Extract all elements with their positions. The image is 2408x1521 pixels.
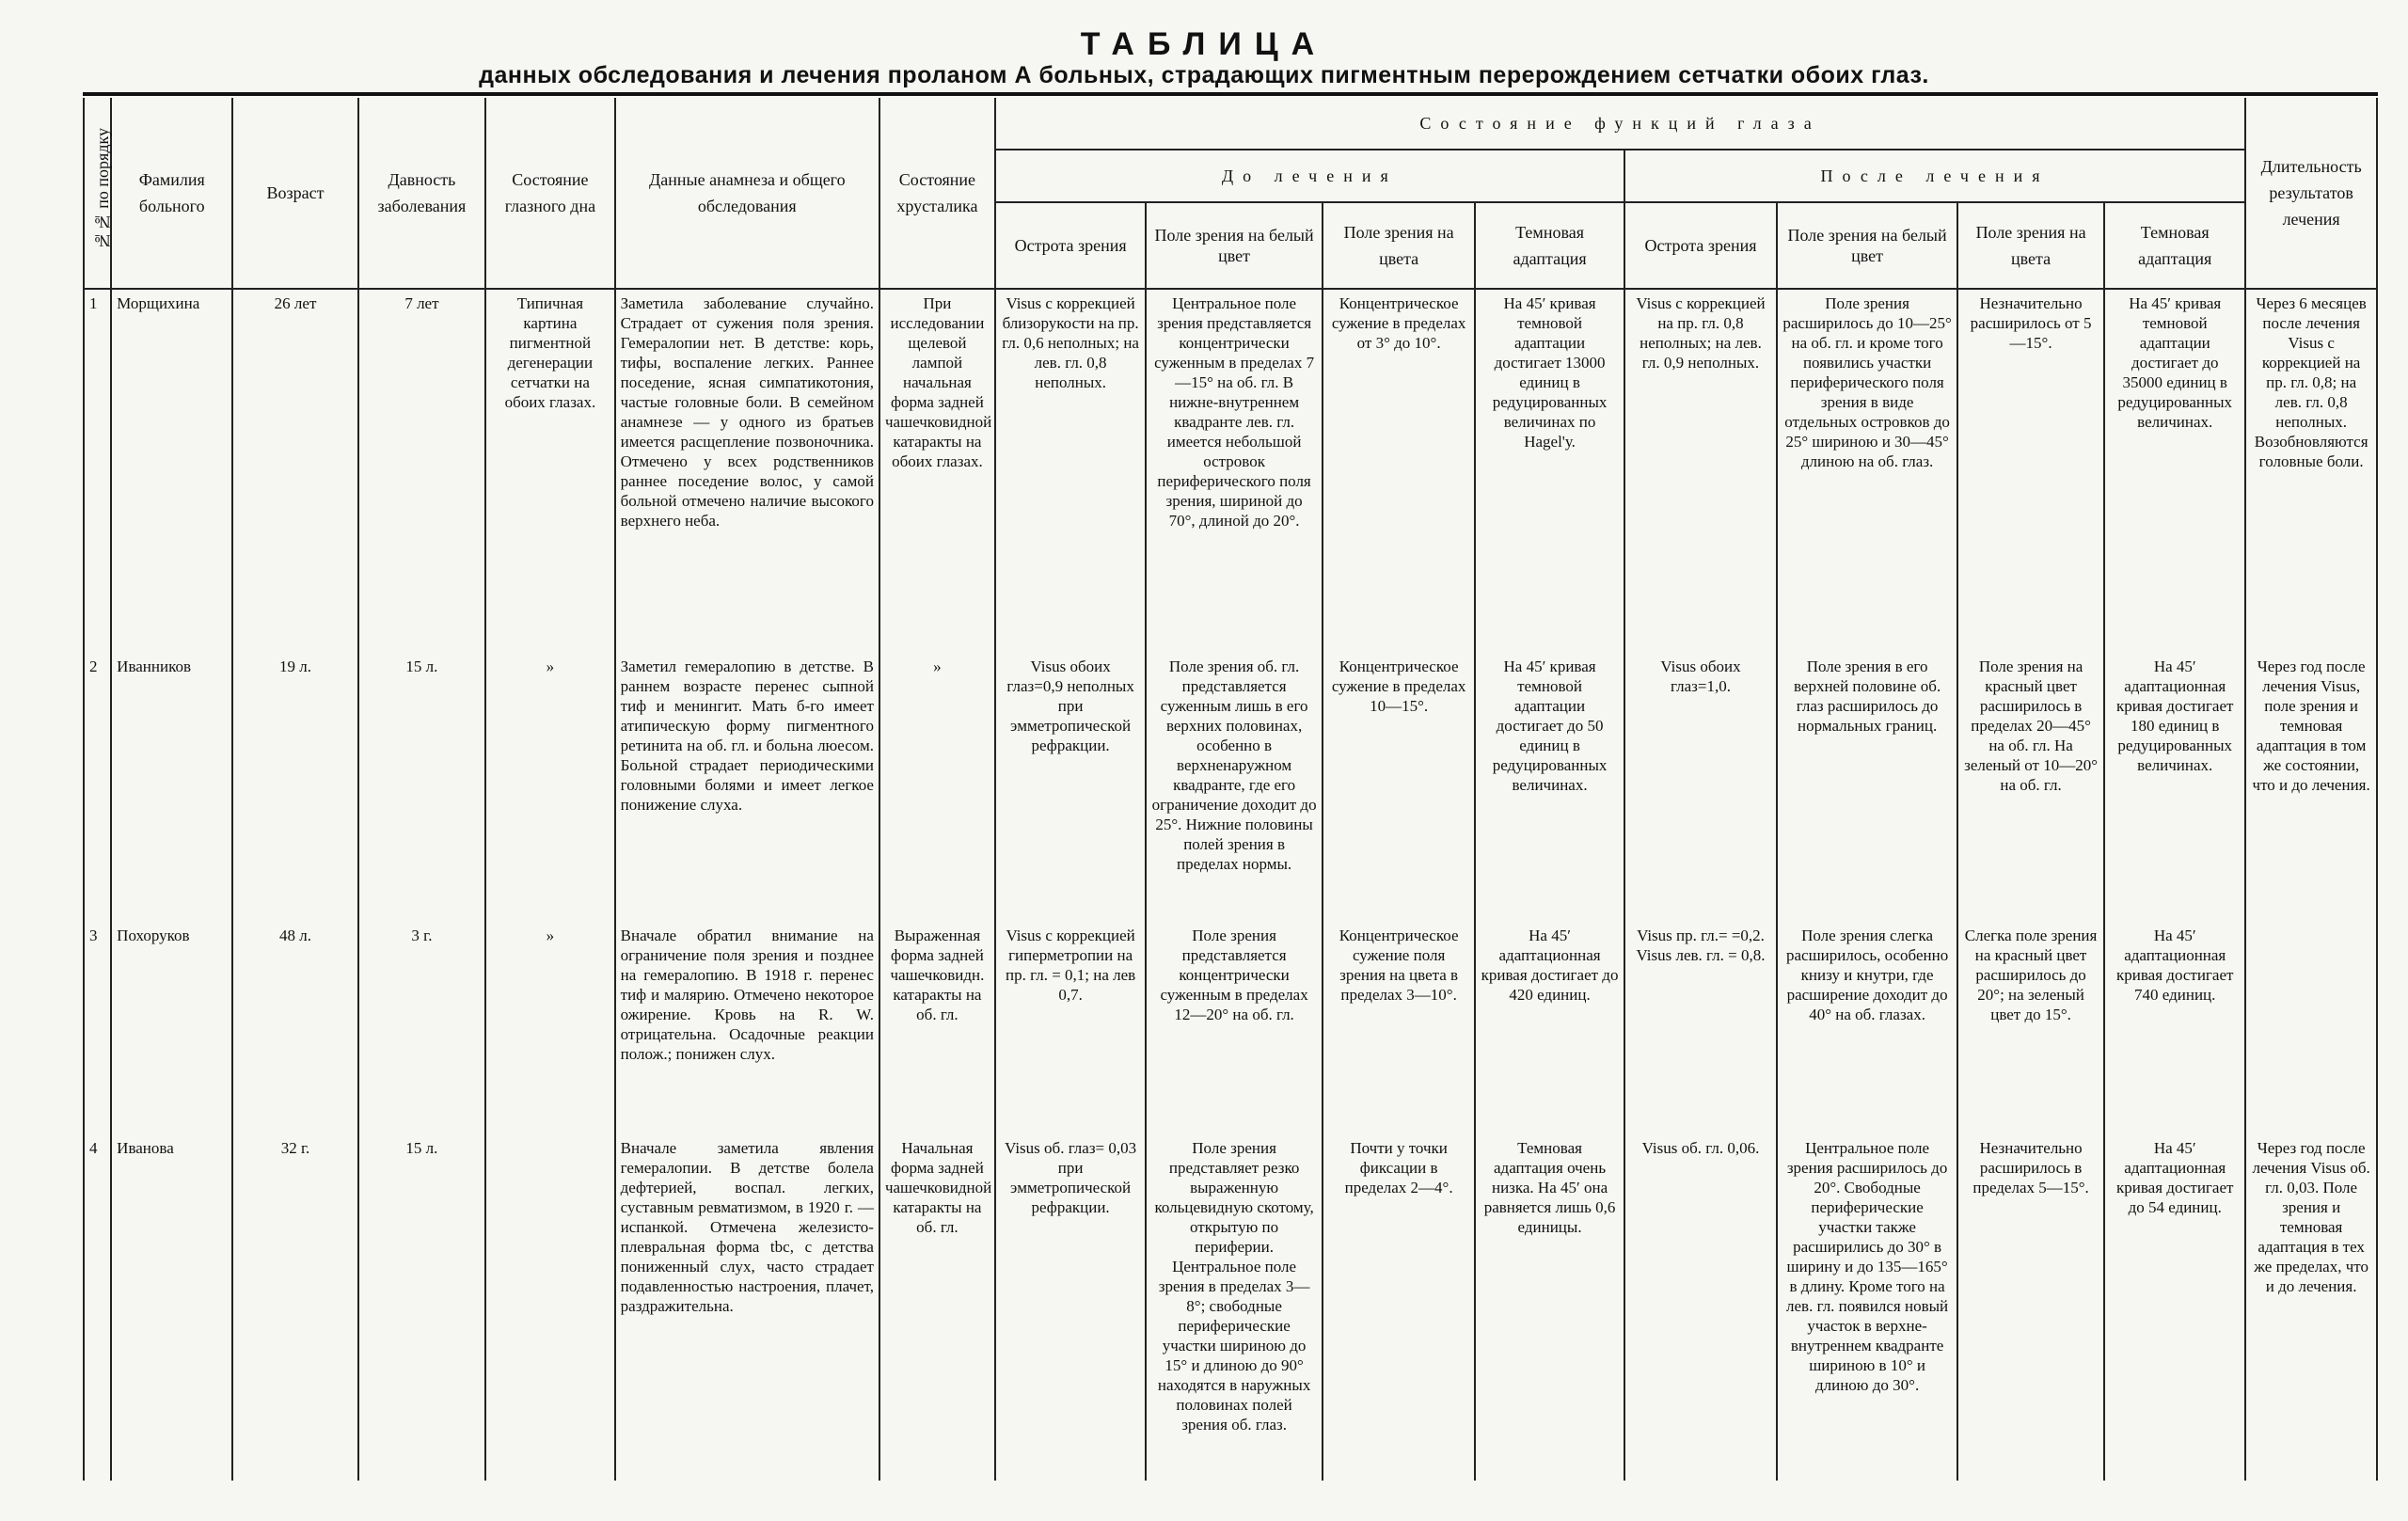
disease-duration: 15 л. <box>358 1134 485 1481</box>
field-white-before: Поле зрения представляет резко выраженную кольцевидную скотому, открытую по периферии. Центральное поле зрения в пределах 3—8°; свободные периферические участки шириною до 15° и длиною до 90° находятся в наружных половинах полей зрения об. глаз. <box>1146 1134 1323 1481</box>
anamnesis: Вначале обратил внимание на ограничение поля зрения и позднее на гемералопию. В 1918 г. перенес тиф и малярию. Отмечено некоторое ожирение. Кровь на R. W. отрицательна. Осадочные реакции полож.; понижен слух. <box>615 922 879 1134</box>
field-color-before: Концентрическое сужение в пределах от 3° до 10°. <box>1323 289 1476 653</box>
dark-adapt-after: На 45′ адаптационная кривая достигает 740 единиц. <box>2104 922 2245 1134</box>
table-row <box>84 1134 2377 1481</box>
lens-state: » <box>879 653 995 922</box>
result-duration: Через 6 месяцев после лечения Visus с коррекцией на пр. гл. 0,8; на лев. гл. 0,8 неполных. Возобновляются головные боли. <box>2245 289 2377 653</box>
disease-duration: 3 г. <box>358 922 485 1134</box>
result-duration: Через год после лечения Visus, поле зрения и темновая адаптация в том же состоянии, что и до лечения. <box>2245 653 2377 922</box>
acuity-before: Visus об. глаз= 0,03 при эмметропической рефракции. <box>995 1134 1146 1481</box>
field-white-after: Поле зрения слегка расширилось, особенно книзу и кнутри, где расширение доходит до 40° на об. глазах. <box>1777 922 1957 1134</box>
header-field-white-before: Поле зрения на белый цвет <box>1146 202 1323 289</box>
acuity-after: Visus с коррекцией на пр. гл. 0,8 неполных; на лев. гл. 0,9 неполных. <box>1624 289 1778 653</box>
field-color-after: Незначительно расширилось в пределах 5—15°. <box>1957 1134 2104 1481</box>
header-before: До лечения <box>995 150 1624 202</box>
anamnesis: Вначале заметила явления гемералопии. В детстве болела дефтерией, воспал. легких, суставным ревматизмом, в 1920 г. — испанкой. Отмечена железисто-плевральная форма tbc, с детства пониженный слух, часто страдает подавленностью настроения, плачет, раздражительна. <box>615 1134 879 1481</box>
acuity-after: Visus обоих глаз=1,0. <box>1624 653 1778 922</box>
header-field-white-after: Поле зрения на белый цвет <box>1777 202 1957 289</box>
field-white-before: Поле зрения об. гл. представляется суженным лишь в его верхних половинах, особенно в верхненаружном квадранте, где его ограничение доходит до 25°. Нижние половины полей зрения в пределах нормы. <box>1146 653 1323 922</box>
table-subtitle: данных обследования и лечения проланом А больных, страдающих пигментным перерождением сетчатки обоих глаз. <box>479 62 1929 88</box>
lens-state: При исследовании щелевой лампой начальная форма задней чашечковидной катаракты на обоих глазах. <box>879 289 995 653</box>
header-functions: Состояние функций глаза <box>995 98 2245 150</box>
field-color-before: Концентрическое сужение поля зрения на цвета в пределах 3—10°. <box>1323 922 1476 1134</box>
table-title: ТАБЛИЦА <box>1080 26 1328 62</box>
data-table <box>83 98 2378 1481</box>
header-after: После лечения <box>1624 150 2246 202</box>
patient-name: Иванова <box>111 1134 232 1481</box>
field-color-after: Слегка поле зрения на красный цвет расширилось до 20°; на зеленый цвет до 15°. <box>1957 922 2104 1134</box>
patient-age: 19 л. <box>232 653 357 922</box>
fundus-state: » <box>485 653 615 922</box>
dark-adapt-before: На 45′ адаптационная кривая достигает до 420 единиц. <box>1475 922 1624 1134</box>
dark-adapt-before: На 45′ кривая темновой адаптации достигает до 50 единиц в редуцированных величинах. <box>1475 653 1624 922</box>
header-field-color-after: Поле зрения на цвета <box>1957 202 2104 289</box>
header-fundus: Состояние глазного дна <box>485 98 615 289</box>
row-num: 3 <box>84 922 111 1134</box>
result-duration: Через год после лечения Visus об. гл. 0,03. Поле зрения и темновая адаптация в тех же пределах, что и до лечения. <box>2245 1134 2377 1481</box>
header-age: Возраст <box>232 98 357 289</box>
acuity-after: Visus пр. гл.= =0,2. Visus лев. гл. = 0,8. <box>1624 922 1778 1134</box>
field-white-before: Центральное поле зрения представляется концентрически суженным в пределах 7—15° на об. гл. В нижне-внутреннем квадранте лев. гл. имеется небольшой островок периферического поля зрения, шириной до 70°, длиной до 20°. <box>1146 289 1323 653</box>
header-result-duration: Длительность результатов лечения <box>2245 98 2377 289</box>
field-white-after: Поле зрения в его верхней половине об. глаз расширилось до нормальных границ. <box>1777 653 1957 922</box>
dark-adapt-after: На 45′ адаптационная кривая достигает до 54 единиц. <box>2104 1134 2245 1481</box>
table-row <box>84 922 2377 1134</box>
anamnesis: Заметила заболевание случайно. Страдает от сужения поля зрения. Гемералопии нет. В детстве: корь, тифы, воспаление легких. Раннее поседение, ясная симпатикотония, частые головные боли. В семейном анамнезе — у одного из братьев имеется расщепление позвоночника. Отмечено у всех родственников раннее поседение волос, у самой больной отмечено наличие высокого верхнего неба. <box>615 289 879 653</box>
row-num: 1 <box>84 289 111 653</box>
fundus-state <box>485 1134 615 1481</box>
patient-age: 26 лет <box>232 289 357 653</box>
result-duration <box>2245 922 2377 1134</box>
dark-adapt-before: На 45′ кривая темновой адаптации достигает 13000 единиц в редуцированных величинах по Hagel'у. <box>1475 289 1624 653</box>
patient-age: 32 г. <box>232 1134 357 1481</box>
anamnesis: Заметил гемералопию в детстве. В раннем возрасте перенес сыпной тиф и менингит. Мать б-го имеет атипическую форму пигментного ретинита на об. гл. и больна люесом. Больной страдает периодическими головными болями и имеет легкое понижение слуха. <box>615 653 879 922</box>
header-acuity-before: Острота зрения <box>995 202 1146 289</box>
disease-duration: 15 л. <box>358 653 485 922</box>
field-color-after: Поле зрения на красный цвет расширилось в пределах 20—45° на об. гл. На зеленый от 10—20° на об. гл. <box>1957 653 2104 922</box>
field-white-after: Поле зрения расширилось до 10—25° на об. гл. и кроме того появились участки периферического поля зрения в виде отдельных островков до 25° шириною и 30—45° длиною на об. глаз. <box>1777 289 1957 653</box>
field-color-before: Почти у точки фиксации в пределах 2—4°. <box>1323 1134 1476 1481</box>
header-dark-after: Темновая адаптация <box>2104 202 2245 289</box>
row-num: 4 <box>84 1134 111 1481</box>
header-anamnesis: Данные анамнеза и общего обследования <box>615 98 879 289</box>
header-num: №№ по порядку <box>84 98 111 289</box>
acuity-after: Visus об. гл. 0,06. <box>1624 1134 1778 1481</box>
patient-age: 48 л. <box>232 922 357 1134</box>
acuity-before: Visus с коррекцией гиперметропии на пр. гл. = 0,1; на лев 0,7. <box>995 922 1146 1134</box>
field-color-before: Концентрическое сужение в пределах 10—15°. <box>1323 653 1476 922</box>
header-acuity-after: Острота зрения <box>1624 202 1778 289</box>
fundus-state: Типичная картина пигментной дегенерации сетчатки на обоих глазах. <box>485 289 615 653</box>
top-rule <box>83 92 2378 96</box>
row-num: 2 <box>84 653 111 922</box>
lens-state: Выраженная форма задней чашечковидн. катаракты на об. гл. <box>879 922 995 1134</box>
disease-duration: 7 лет <box>358 289 485 653</box>
acuity-before: Visus с коррекцией близорукости на пр. гл. 0,6 неполных; на лев. гл. 0,8 неполных. <box>995 289 1146 653</box>
lens-state: Начальная форма задней чашечковидной катаракты на об. гл. <box>879 1134 995 1481</box>
field-white-after: Центральное поле зрения расширилось до 20°. Свободные периферические участки также расширились до 30° в ширину и до 135—165° в длину. Кроме того на лев. гл. появился новый участок в верхне-внутреннем квадранте шириною в 10° и длиною до 30°. <box>1777 1134 1957 1481</box>
header-name: Фамилия больного <box>111 98 232 289</box>
header-dark-before: Темновая адаптация <box>1475 202 1624 289</box>
header-lens: Состояние хрусталика <box>879 98 995 289</box>
field-white-before: Поле зрения представляется концентрически суженным в пределах 12—20° на об. гл. <box>1146 922 1323 1134</box>
patient-name: Морщихина <box>111 289 232 653</box>
patient-name: Похоруков <box>111 922 232 1134</box>
dark-adapt-after: На 45′ адаптационная кривая достигает 180 единиц в редуцированных величинах. <box>2104 653 2245 922</box>
field-color-after: Незначительно расширилось от 5—15°. <box>1957 289 2104 653</box>
dark-adapt-before: Темновая адаптация очень низка. На 45′ она равняется лишь 0,6 единицы. <box>1475 1134 1624 1481</box>
table-row <box>84 653 2377 922</box>
fundus-state: » <box>485 922 615 1134</box>
header-duration: Давность заболевания <box>358 98 485 289</box>
dark-adapt-after: На 45′ кривая темновой адаптации достигает до 35000 единиц в редуцированных величинах. <box>2104 289 2245 653</box>
acuity-before: Visus обоих глаз=0,9 неполных при эмметропической рефракции. <box>995 653 1146 922</box>
table-row <box>84 289 2377 653</box>
patient-name: Иванников <box>111 653 232 922</box>
header-field-color-before: Поле зрения на цвета <box>1323 202 1476 289</box>
